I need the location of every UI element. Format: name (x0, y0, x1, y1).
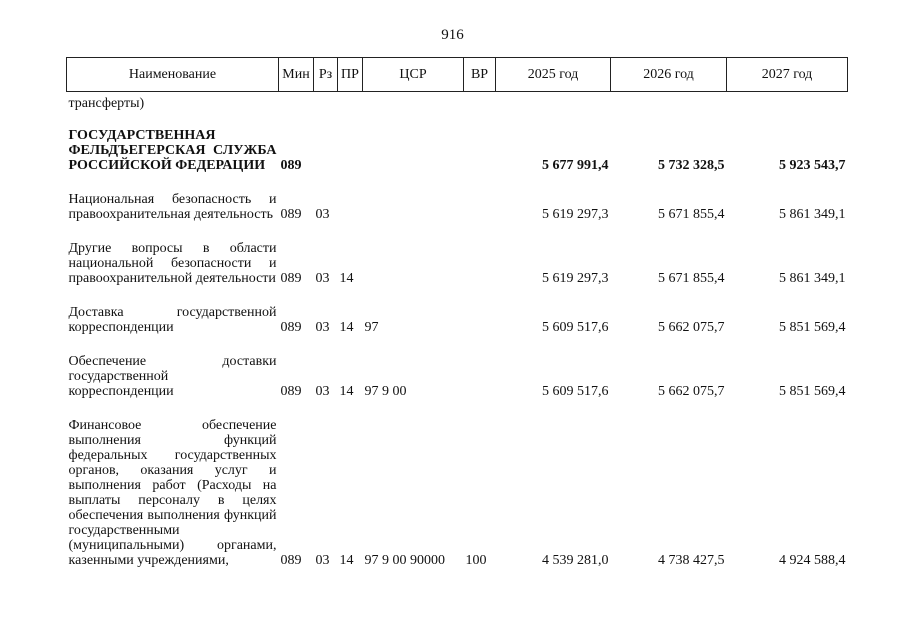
row-csr: 97 9 00 (364, 384, 407, 399)
budget-table (66, 57, 848, 568)
row-name: Финансовое обеспечение выполнения функций федеральных государственных органов, оказания услуг и выполнения работ (Расходы на выплаты персоналу в целях обеспечения выполнения функций государственными (муниципальными) органами, казенными учреждениями, (68, 418, 277, 568)
row-2025 (496, 92, 611, 112)
table-row (67, 222, 848, 286)
row-rz: 03 (315, 207, 330, 222)
row-rz: 03 (315, 320, 330, 335)
header-2026: 2026 год (611, 58, 727, 92)
row-vr (464, 286, 496, 335)
row-min: 089 (280, 207, 302, 222)
row-2026 (611, 92, 727, 112)
row-name: Обеспечение доставки государственной корреспонденции (68, 354, 277, 399)
row-2026: 5 671 855,4 (658, 271, 725, 286)
header-min: Мин (279, 58, 314, 92)
header-row (67, 58, 848, 92)
row-vr (464, 111, 496, 173)
row-name: ГОСУДАРСТВЕННАЯ ФЕЛЬДЪЕГЕРСКАЯ СЛУЖБА РОССИЙСКОЙ ФЕДЕРАЦИИ (68, 128, 277, 173)
header-name: Наименование (67, 58, 279, 92)
header-2027: 2027 год (727, 58, 848, 92)
row-rz (314, 92, 338, 112)
row-min: 089 (280, 271, 302, 286)
row-name: трансферты) (68, 96, 145, 111)
row-2026: 5 732 328,5 (658, 158, 725, 173)
row-vr: 100 (465, 553, 487, 568)
row-min: 089 (280, 384, 302, 399)
table-row (67, 286, 848, 335)
row-2027: 5 861 349,1 (779, 207, 846, 222)
table-row (67, 92, 848, 112)
row-csr: 97 (364, 320, 379, 335)
row-2026: 5 662 075,7 (658, 384, 725, 399)
row-2027: 5 861 349,1 (779, 271, 846, 286)
row-2025: 5 677 991,4 (542, 158, 609, 173)
row-csr: 97 9 00 90000 (364, 553, 445, 568)
row-vr (464, 173, 496, 222)
row-2025: 5 609 517,6 (542, 384, 609, 399)
row-csr (363, 111, 464, 173)
row-csr (363, 222, 464, 286)
row-vr (464, 222, 496, 286)
row-2026: 5 671 855,4 (658, 207, 725, 222)
row-2027: 5 923 543,7 (779, 158, 846, 173)
row-pr (338, 92, 363, 112)
row-rz: 03 (315, 553, 330, 568)
row-pr: 14 (339, 384, 354, 399)
table-row (67, 111, 848, 173)
row-csr (363, 92, 464, 112)
table-row (67, 335, 848, 399)
row-pr (338, 173, 363, 222)
row-pr: 14 (339, 320, 354, 335)
row-2025: 5 619 297,3 (542, 271, 609, 286)
row-rz: 03 (315, 271, 330, 286)
row-name: Другие вопросы в области национальной безопасности и правоохранительной деятельности (68, 241, 277, 286)
row-rz (314, 111, 338, 173)
table-body (67, 92, 848, 569)
header-2025: 2025 год (496, 58, 611, 92)
header-csr: ЦСР (363, 58, 464, 92)
row-rz: 03 (315, 384, 330, 399)
row-pr (338, 111, 363, 173)
row-2027 (727, 92, 848, 112)
row-2027: 5 851 569,4 (779, 320, 846, 335)
row-2026: 4 738 427,5 (658, 553, 725, 568)
row-2027: 5 851 569,4 (779, 384, 846, 399)
row-vr (464, 92, 496, 112)
row-2025: 4 539 281,0 (542, 553, 609, 568)
header-vr: ВР (464, 58, 496, 92)
row-vr (464, 335, 496, 399)
row-2026: 5 662 075,7 (658, 320, 725, 335)
row-pr: 14 (339, 553, 354, 568)
row-csr (363, 173, 464, 222)
row-name: Доставка государственной корреспонденции (68, 305, 277, 335)
page-number: 916 (441, 27, 464, 43)
header-pr: ПР (338, 58, 363, 92)
row-2025: 5 619 297,3 (542, 207, 609, 222)
row-2027: 4 924 588,4 (779, 553, 846, 568)
table-row (67, 173, 848, 222)
row-pr: 14 (339, 271, 354, 286)
row-min: 089 (280, 553, 302, 568)
row-min: 089 (280, 320, 302, 335)
row-min (279, 92, 314, 112)
row-name: Национальная безопасность и правоохранительная деятельность (68, 192, 277, 222)
row-min: 089 (280, 158, 302, 173)
header-rz: Рз (314, 58, 338, 92)
table-row (67, 399, 848, 568)
row-2025: 5 609 517,6 (542, 320, 609, 335)
